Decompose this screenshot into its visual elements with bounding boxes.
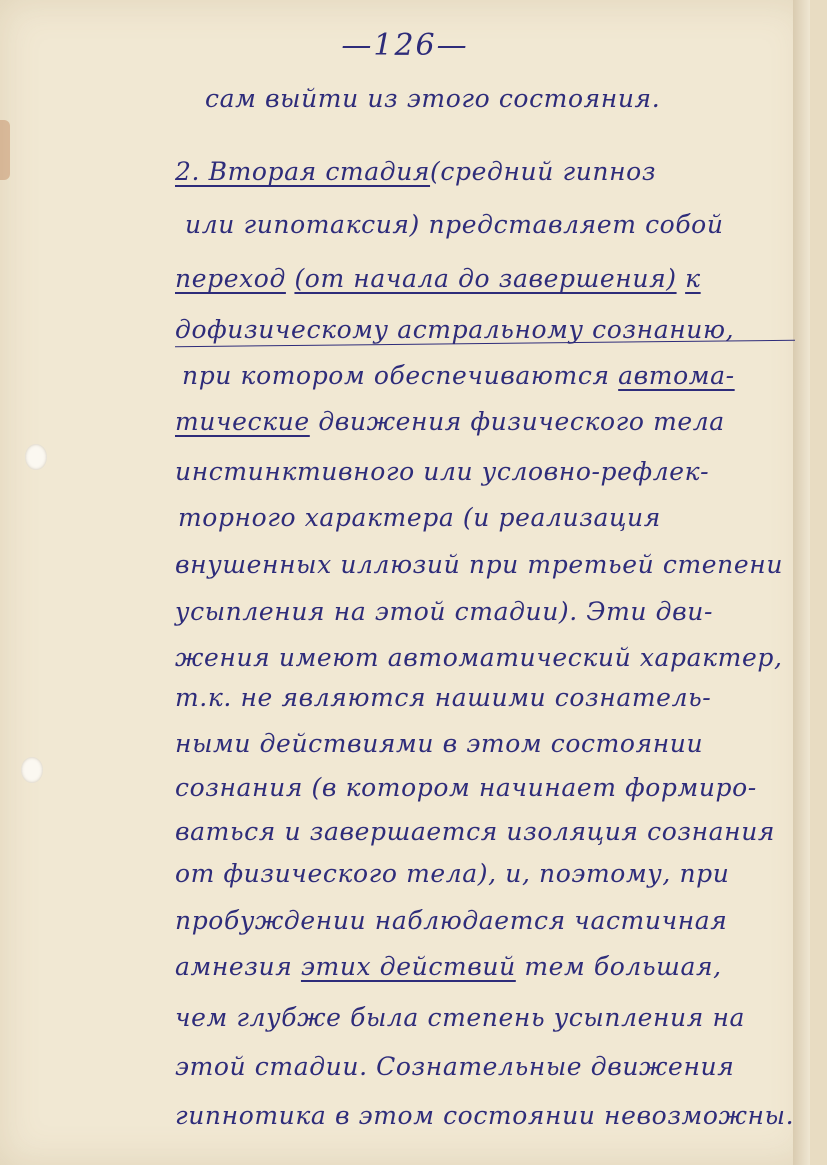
text-line-9: торного характера (и реализация <box>178 503 661 532</box>
text-line-10: внушенных иллюзий при третьей степени <box>175 550 784 579</box>
paper-stain <box>0 120 10 180</box>
underlined-word: автома- <box>618 361 735 390</box>
underlined-phrase: (от начала до завершения) <box>294 264 677 293</box>
text-line-18: пробуждении наблюдается частичная <box>175 906 728 935</box>
text-line-12: жения имеют автоматический характер, <box>175 643 783 672</box>
text-line-20: чем глубже была степень усыпления на <box>175 1003 746 1032</box>
text-line-1: сам выйти из этого состояния. <box>205 84 661 113</box>
text-line-3: или гипотаксия) представляет собой <box>185 210 724 239</box>
paper-edge <box>793 0 810 1165</box>
text-line-14: ными действиями в этом состоянии <box>175 729 704 758</box>
underlined-term: переход <box>175 264 286 293</box>
text-line-15: сознания (в котором начинает формиро- <box>175 773 757 802</box>
text-line-19: амнезия этих действий тем большая, <box>175 952 722 981</box>
underlined-word: тические <box>175 407 310 436</box>
text-line-16: ваться и завершается изоляция сознания <box>175 817 776 846</box>
underlined-phrase: этих действий <box>300 952 516 981</box>
underlined-heading: 2. Вторая стадия <box>175 157 431 186</box>
text-line-21: этой стадии. Сознательные движения <box>175 1052 735 1081</box>
text-line-6: при котором обеспечиваются автома- <box>182 361 735 390</box>
page-number: —126— <box>341 28 469 63</box>
punch-hole-upper <box>25 444 47 470</box>
text-line-4: переход (от начала до завершения) к <box>175 264 701 293</box>
text-line-2: 2. Вторая стадия(средний гипноз <box>175 157 657 186</box>
text-line-13: т.к. не являются нашими сознатель- <box>175 683 712 712</box>
text-line-5: дофизическому астральному сознанию, <box>175 315 735 344</box>
text-line-8: инстинктивного или условно-рефлек- <box>175 457 710 486</box>
text-line-11: усыпления на этой стадии). Эти дви- <box>175 597 714 626</box>
text-line-7: тические движения физического тела <box>175 407 725 436</box>
text-line-22: гипнотика в этом состоянии невозможны. <box>175 1101 795 1130</box>
text-line-17: от физического тела), и, поэтому, при <box>175 859 730 888</box>
punch-hole-lower <box>21 757 43 783</box>
